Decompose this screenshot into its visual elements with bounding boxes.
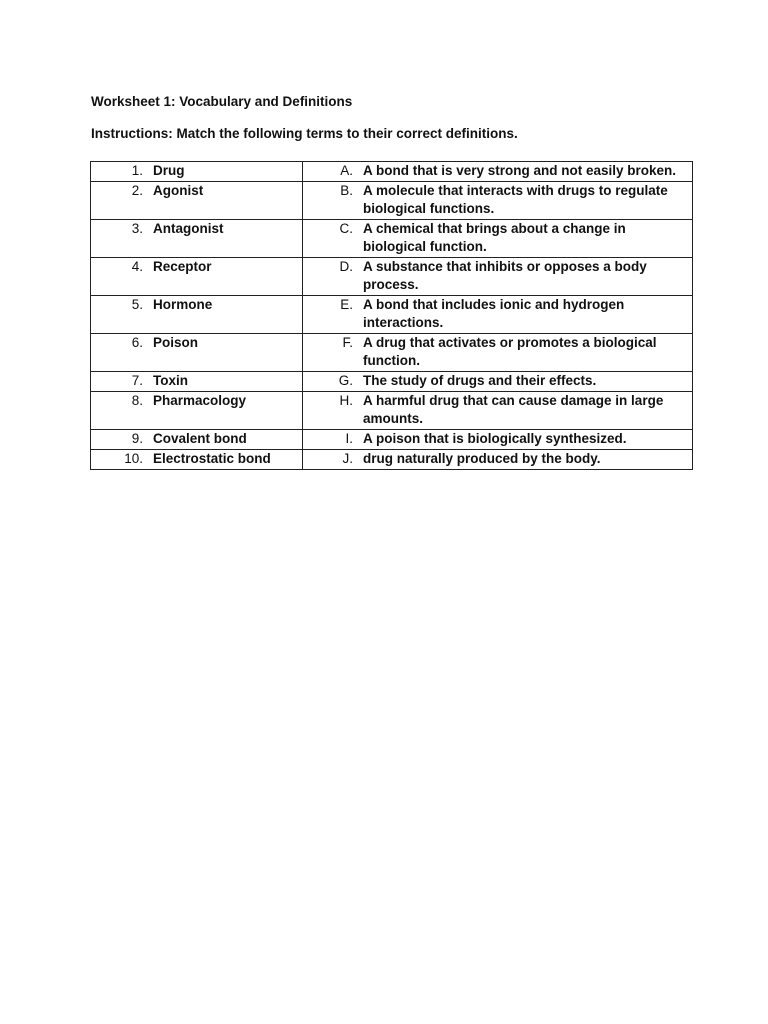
term-number: 10. xyxy=(124,451,143,466)
definition-cell xyxy=(303,334,693,372)
term-text: Poison xyxy=(153,335,199,350)
definition-text: A poison that is biologically synthesized. xyxy=(363,431,627,446)
definition-cell xyxy=(303,296,693,334)
definition-cell xyxy=(303,162,693,182)
table-row xyxy=(91,220,693,258)
term-cell xyxy=(91,334,303,372)
definition-letter: C. xyxy=(339,221,353,236)
term-text: Agonist xyxy=(153,183,204,198)
term-number: 1. xyxy=(131,163,143,178)
definition-text: A drug that activates or promotes a biological function. xyxy=(363,335,657,368)
definition-text: drug naturally produced by the body. xyxy=(363,451,601,466)
term-text: Electrostatic bond xyxy=(153,451,271,466)
definition-cell xyxy=(303,450,693,470)
definition-letter: F. xyxy=(342,335,353,350)
worksheet-title: Worksheet 1: Vocabulary and Definitions xyxy=(91,94,353,109)
term-cell xyxy=(91,296,303,334)
definition-cell xyxy=(303,372,693,392)
matching-table xyxy=(90,161,693,470)
term-text: Antagonist xyxy=(153,221,224,236)
table-row xyxy=(91,372,693,392)
definition-text: A molecule that interacts with drugs to regulate biological functions. xyxy=(363,183,668,216)
term-cell xyxy=(91,392,303,430)
term-cell xyxy=(91,162,303,182)
definition-letter: J. xyxy=(342,451,353,466)
definition-text: A bond that includes ionic and hydrogen interactions. xyxy=(363,297,625,330)
table-row xyxy=(91,392,693,430)
term-number: 8. xyxy=(131,393,143,408)
term-number: 9. xyxy=(131,431,143,446)
term-number: 3. xyxy=(131,221,143,236)
term-cell xyxy=(91,182,303,220)
term-cell xyxy=(91,258,303,296)
definition-letter: B. xyxy=(340,183,353,198)
term-number: 7. xyxy=(131,373,143,388)
term-text: Drug xyxy=(153,163,185,178)
definition-letter: I. xyxy=(345,431,353,446)
term-number: 4. xyxy=(131,259,143,274)
term-text: Hormone xyxy=(153,297,213,312)
table-row xyxy=(91,430,693,450)
worksheet-instructions: Instructions: Match the following terms to their correct definitions. xyxy=(91,126,518,141)
definition-cell xyxy=(303,258,693,296)
definition-letter: A. xyxy=(340,163,353,178)
definition-letter: D. xyxy=(339,259,353,274)
definition-text: A harmful drug that can cause damage in large amounts. xyxy=(363,393,664,426)
term-number: 2. xyxy=(131,183,143,198)
definition-letter: E. xyxy=(340,297,353,312)
table-row xyxy=(91,296,693,334)
definition-letter: H. xyxy=(339,393,353,408)
definition-text: A substance that inhibits or opposes a body process. xyxy=(363,259,647,292)
definition-cell xyxy=(303,182,693,220)
table-row xyxy=(91,450,693,470)
term-text: Covalent bond xyxy=(153,431,247,446)
term-cell xyxy=(91,372,303,392)
term-cell xyxy=(91,220,303,258)
definition-text: A bond that is very strong and not easily broken. xyxy=(363,163,677,178)
term-text: Receptor xyxy=(153,259,212,274)
table-row xyxy=(91,258,693,296)
definition-cell xyxy=(303,220,693,258)
term-text: Toxin xyxy=(153,373,188,388)
table-row xyxy=(91,162,693,182)
term-cell xyxy=(91,430,303,450)
definition-text: The study of drugs and their effects. xyxy=(363,373,597,388)
term-cell xyxy=(91,450,303,470)
term-number: 5. xyxy=(131,297,143,312)
definition-cell xyxy=(303,430,693,450)
table-row xyxy=(91,334,693,372)
definition-letter: G. xyxy=(338,373,353,388)
table-row xyxy=(91,182,693,220)
definition-text: A chemical that brings about a change in biological function. xyxy=(363,221,626,254)
matching-table-body xyxy=(91,162,693,470)
term-number: 6. xyxy=(131,335,143,350)
term-text: Pharmacology xyxy=(153,393,247,408)
definition-cell xyxy=(303,392,693,430)
